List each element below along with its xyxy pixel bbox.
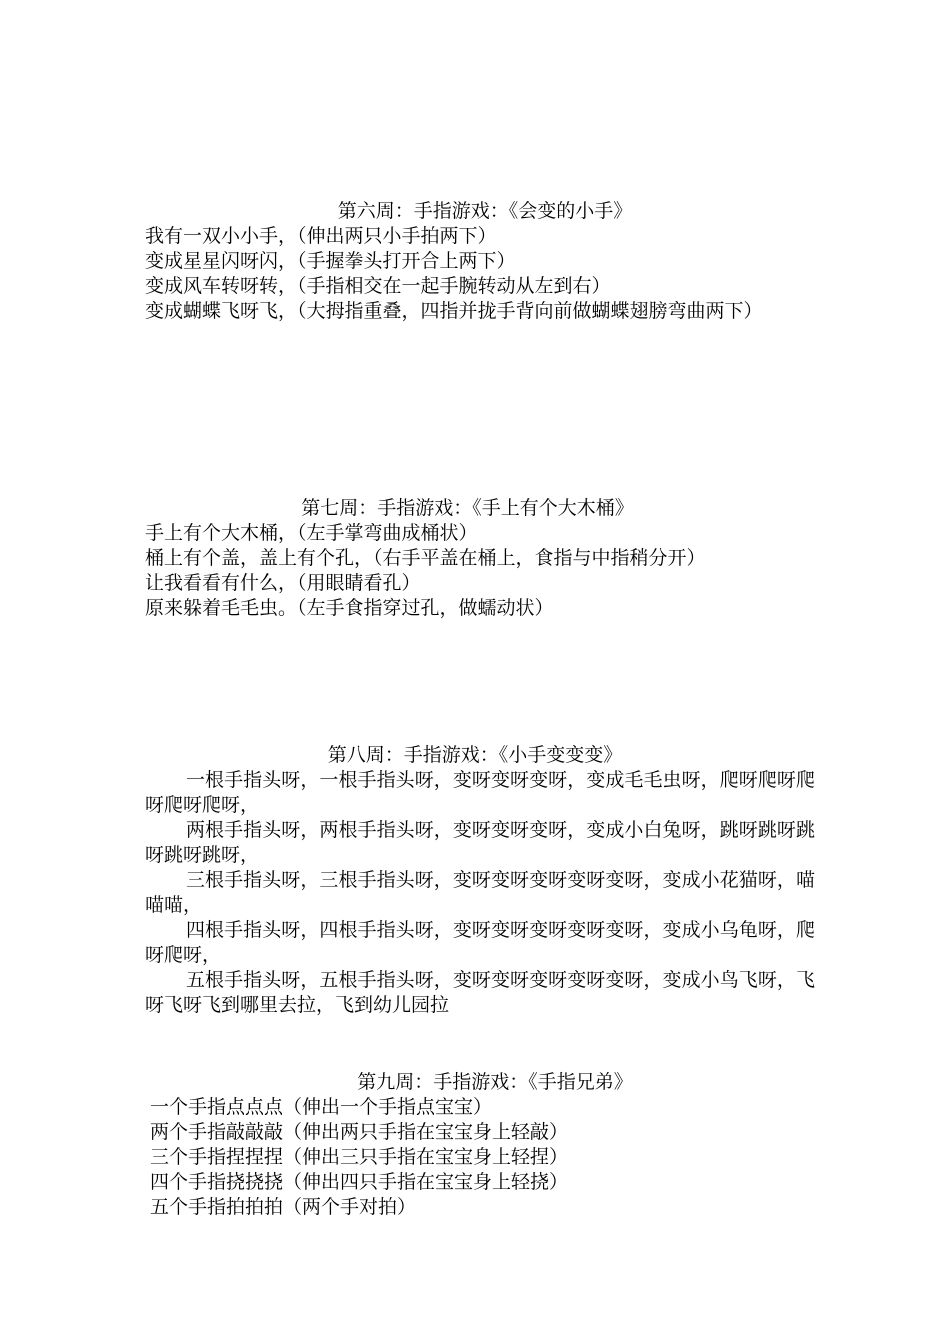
week-8-paragraph-1: 一根手指头呀，一根手指头呀，变呀变呀变呀，变成毛毛虫呀，爬呀爬呀爬呀爬呀爬呀， bbox=[145, 769, 815, 816]
week-7-line-1: 手上有个大木桶，（左手掌弯曲成桶状） bbox=[145, 522, 478, 544]
week-6-line-1: 我有一双小小手，（伸出两只小手拍两下） bbox=[145, 225, 497, 247]
week-7-section bbox=[145, 496, 815, 621]
week-6-line-2: 变成星星闪呀闪，（手握拳头打开合上两下） bbox=[145, 250, 516, 272]
week-8-paragraph-2: 两根手指头呀，两根手指头呀，变呀变呀变呀，变成小白兔呀，跳呀跳呀跳呀跳呀跳呀， bbox=[145, 819, 815, 866]
week-9-line-5: 五个手指拍拍拍（两个手对拍） bbox=[150, 1196, 417, 1218]
week-6-line-4: 变成蝴蝶飞呀飞，（大拇指重叠，四指并拢手背向前做蝴蝶翅膀弯曲两下） bbox=[145, 300, 763, 322]
week-9-line-4: 四个手指挠挠挠（伸出四只手指在宝宝身上轻挠） bbox=[150, 1171, 569, 1193]
week-7-title: 第七周：手指游戏：《手上有个大木桶》 bbox=[301, 497, 634, 519]
week-7-line-2: 桶上有个盖，盖上有个孔，（右手平盖在桶上，食指与中指稍分开） bbox=[145, 547, 706, 569]
week-8-title: 第八周：手指游戏：《小手变变变》 bbox=[327, 744, 623, 766]
week-8-paragraph-5: 五根手指头呀，五根手指头呀，变呀变呀变呀变呀变呀，变成小鸟飞呀，飞呀飞呀飞到哪里去拉，飞到幼儿园拉 bbox=[145, 969, 815, 1016]
week-6-line-3: 变成风车转呀转，（手指相交在一起手腕转动从左到右） bbox=[145, 275, 611, 297]
week-9-line-2: 两个手指敲敲敲（伸出两只手指在宝宝身上轻敲） bbox=[150, 1121, 569, 1143]
week-6-title: 第六周：手指游戏：《会变的小手》 bbox=[337, 200, 633, 222]
week-9-section bbox=[150, 1070, 820, 1220]
week-9-title: 第九周：手指游戏：《手指兄弟》 bbox=[357, 1071, 633, 1093]
week-9-line-1: 一个手指点点点（伸出一个手指点宝宝） bbox=[150, 1096, 493, 1118]
week-6-section bbox=[145, 199, 815, 324]
week-8-paragraph-4: 四根手指头呀，四根手指头呀，变呀变呀变呀变呀变呀，变成小乌龟呀，爬呀爬呀， bbox=[145, 919, 815, 966]
week-9-line-3: 三个手指捏捏捏（伸出三只手指在宝宝身上轻捏） bbox=[150, 1146, 569, 1168]
week-8-paragraph-3: 三根手指头呀，三根手指头呀，变呀变呀变呀变呀变呀，变成小花猫呀，喵喵喵， bbox=[145, 869, 815, 916]
week-8-section bbox=[145, 743, 815, 1018]
week-7-line-4: 原来躲着毛毛虫。（左手食指穿过孔，做蠕动状） bbox=[145, 597, 554, 619]
week-7-line-3: 让我看看有什么，（用眼睛看孔） bbox=[145, 572, 421, 594]
